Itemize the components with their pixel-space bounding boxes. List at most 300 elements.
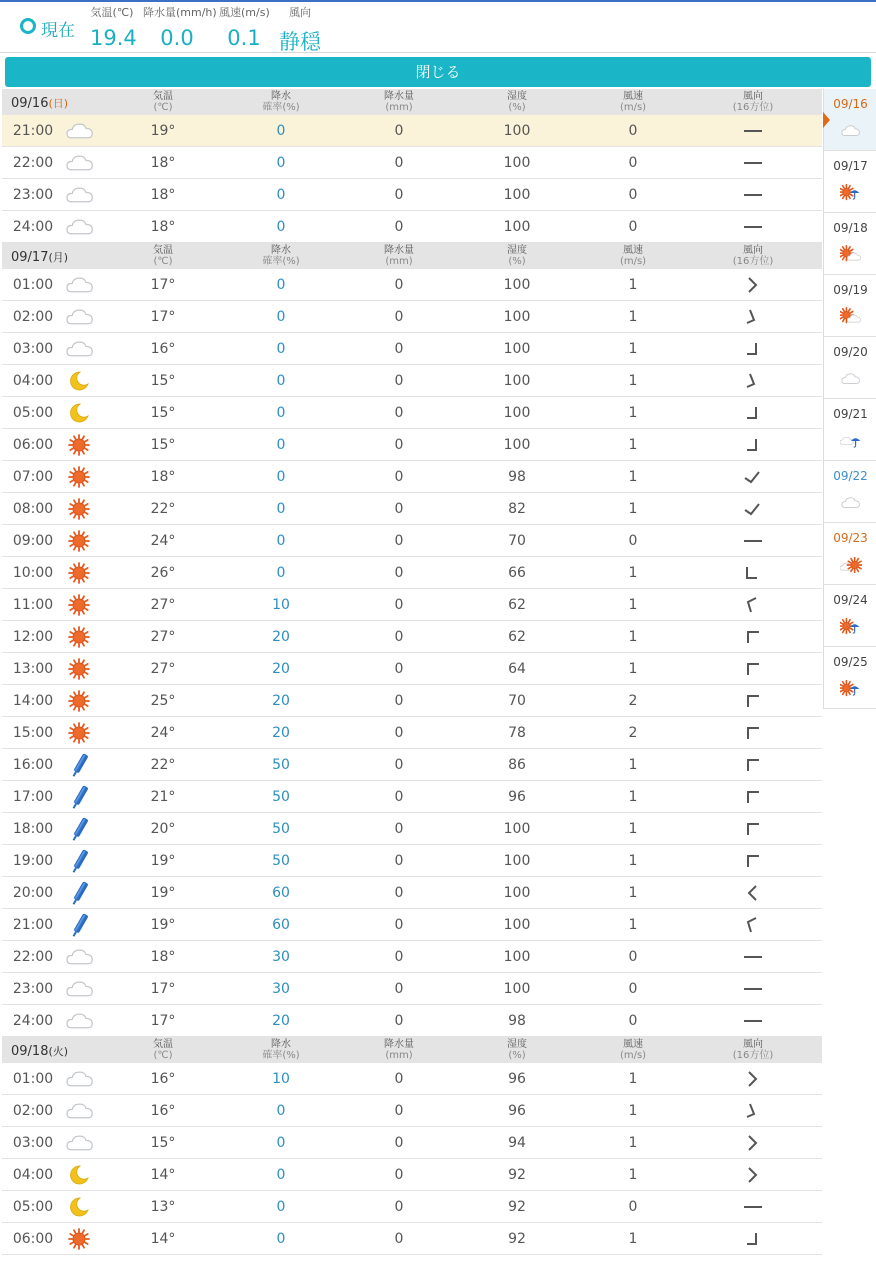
- row-wind-speed: 1: [628, 1102, 638, 1119]
- row-humidity: 100: [503, 980, 531, 997]
- row-time: 06:00: [12, 436, 54, 453]
- row-precip-mm: 0: [394, 276, 404, 293]
- col-header-hum: 湿度 (%): [507, 245, 527, 267]
- wind-direction-icon: [717, 717, 789, 748]
- row-time: 02:00: [12, 308, 54, 325]
- row-time: 21:00: [12, 122, 54, 139]
- row-wind-speed: 1: [628, 628, 638, 645]
- row-wind-speed: 0: [628, 1012, 638, 1029]
- row-temp: 13°: [150, 1198, 176, 1215]
- close-button[interactable]: 閉じる: [5, 57, 871, 87]
- row-precip-prob: 0: [276, 154, 286, 171]
- col-header-prob: 降水 確率(%): [262, 91, 300, 113]
- wind-direction-icon: [717, 525, 789, 556]
- row-precip-mm: 0: [394, 1012, 404, 1029]
- row-temp: 18°: [150, 218, 176, 235]
- side-date-label: 09/20: [833, 345, 868, 359]
- sun-icon: [64, 653, 96, 684]
- cloud-icon: [64, 1063, 96, 1094]
- row-precip-prob: 0: [276, 532, 286, 549]
- wind-direction-icon: [717, 365, 789, 396]
- hourly-forecast-table[interactable]: [2, 89, 822, 1280]
- row-temp: 16°: [150, 1102, 176, 1119]
- date-sidebar[interactable]: [823, 89, 876, 709]
- row-precip-prob: 0: [276, 1102, 286, 1119]
- row-temp: 27°: [150, 628, 176, 645]
- row-wind-speed: 1: [628, 1070, 638, 1087]
- row-wind-speed: 1: [628, 404, 638, 421]
- cloud-umbrella-icon: [840, 431, 862, 451]
- row-time: 19:00: [12, 852, 54, 869]
- sun-umbrella-icon: [840, 183, 862, 203]
- sun-icon: [64, 429, 96, 460]
- row-temp: 19°: [150, 852, 176, 869]
- cloud-icon: [64, 941, 96, 972]
- cloud-icon: [64, 1005, 96, 1036]
- table-row: [2, 653, 822, 685]
- active-date-arrow-icon: [823, 112, 830, 128]
- row-humidity: 78: [508, 724, 526, 741]
- row-precip-prob: 60: [272, 916, 290, 933]
- wind-direction-icon: [717, 493, 789, 524]
- col-header-prob: 降水 確率(%): [262, 245, 300, 267]
- table-row: [2, 493, 822, 525]
- row-time: 03:00: [12, 1134, 54, 1151]
- row-time: 21:00: [12, 916, 54, 933]
- table-row: [2, 621, 822, 653]
- table-row: [2, 269, 822, 301]
- current-precip-header: 降水量(mm/h): [143, 6, 217, 19]
- row-time: 17:00: [12, 788, 54, 805]
- side-date-label: 09/24: [833, 593, 868, 607]
- col-header-dir: 風向 (16方位): [732, 1039, 774, 1061]
- row-temp: 16°: [150, 1070, 176, 1087]
- table-row: [2, 1063, 822, 1095]
- wind-direction-icon: [717, 211, 789, 242]
- row-precip-prob: 0: [276, 1166, 286, 1183]
- row-humidity: 82: [508, 500, 526, 517]
- cloud-icon: [840, 121, 862, 141]
- table-row: [2, 685, 822, 717]
- col-header-mm: 降水量 (mm): [384, 245, 414, 267]
- wind-direction-icon: [717, 301, 789, 332]
- sun-icon: [64, 621, 96, 652]
- row-time: 22:00: [12, 948, 54, 965]
- col-header-temp: 気温 (℃): [153, 91, 173, 113]
- row-humidity: 100: [503, 372, 531, 389]
- row-wind-speed: 1: [628, 500, 638, 517]
- row-time: 05:00: [12, 404, 54, 421]
- row-wind-speed: 0: [628, 532, 638, 549]
- row-temp: 19°: [150, 884, 176, 901]
- row-precip-prob: 0: [276, 1230, 286, 1247]
- row-time: 11:00: [12, 596, 54, 613]
- row-temp: 15°: [150, 1134, 176, 1151]
- table-row: [2, 909, 822, 941]
- row-precip-mm: 0: [394, 1166, 404, 1183]
- wind-direction-icon: [717, 813, 789, 844]
- current-wind-dir-header: 風向: [289, 6, 311, 19]
- wind-direction-icon: [717, 877, 789, 908]
- row-precip-prob: 0: [276, 186, 286, 203]
- row-precip-prob: 10: [272, 1070, 290, 1087]
- row-time: 23:00: [12, 186, 54, 203]
- row-precip-prob: 0: [276, 404, 286, 421]
- row-wind-speed: 1: [628, 916, 638, 933]
- sun-umbrella-icon: [840, 679, 862, 699]
- row-humidity: 96: [508, 788, 526, 805]
- row-time: 06:00: [12, 1230, 54, 1247]
- row-precip-mm: 0: [394, 218, 404, 235]
- wind-direction-icon: [717, 589, 789, 620]
- table-row: [2, 301, 822, 333]
- row-precip-prob: 0: [276, 564, 286, 581]
- sun-cloud-icon: [840, 245, 862, 265]
- umbrella-icon: [64, 781, 96, 812]
- row-precip-prob: 0: [276, 308, 286, 325]
- sun-icon: [64, 685, 96, 716]
- col-header-mm: 降水量 (mm): [384, 1039, 414, 1061]
- table-row: [2, 115, 822, 147]
- row-wind-speed: 0: [628, 948, 638, 965]
- current-wind-speed: [219, 4, 269, 50]
- row-wind-speed: 0: [628, 154, 638, 171]
- row-wind-speed: 1: [628, 308, 638, 325]
- wind-direction-icon: [717, 749, 789, 780]
- row-temp: 18°: [150, 186, 176, 203]
- umbrella-icon: [64, 845, 96, 876]
- side-date-09/18[interactable]: [824, 213, 876, 275]
- table-row: [2, 1005, 822, 1037]
- cloud-icon: [840, 369, 862, 389]
- row-wind-speed: 2: [628, 692, 638, 709]
- side-date-09/22[interactable]: [824, 461, 876, 523]
- wind-direction-icon: [717, 781, 789, 812]
- wind-direction-icon: [717, 147, 789, 178]
- row-precip-prob: 0: [276, 436, 286, 453]
- row-humidity: 100: [503, 186, 531, 203]
- row-temp: 15°: [150, 372, 176, 389]
- current-precip-value: 0.0: [160, 26, 194, 50]
- row-time: 22:00: [12, 154, 54, 171]
- day-of-week: (日): [48, 97, 69, 110]
- col-header-dir: 風向 (16方位): [732, 91, 774, 113]
- table-row: [2, 525, 822, 557]
- row-precip-mm: 0: [394, 532, 404, 549]
- row-precip-mm: 0: [394, 1070, 404, 1087]
- row-precip-prob: 50: [272, 852, 290, 869]
- wind-direction-icon: [717, 1095, 789, 1126]
- cloud-icon: [64, 1095, 96, 1126]
- row-wind-speed: 1: [628, 340, 638, 357]
- wind-direction-icon: [717, 1005, 789, 1036]
- row-temp: 19°: [150, 916, 176, 933]
- row-precip-prob: 0: [276, 372, 286, 389]
- cloud-icon: [64, 115, 96, 146]
- umbrella-icon: [64, 877, 96, 908]
- row-humidity: 100: [503, 276, 531, 293]
- row-precip-mm: 0: [394, 948, 404, 965]
- row-time: 24:00: [12, 218, 54, 235]
- table-row: [2, 589, 822, 621]
- row-humidity: 100: [503, 916, 531, 933]
- row-humidity: 100: [503, 154, 531, 171]
- col-header-hum: 湿度 (%): [507, 1039, 527, 1061]
- row-humidity: 66: [508, 564, 526, 581]
- row-humidity: 100: [503, 820, 531, 837]
- row-wind-speed: 1: [628, 788, 638, 805]
- row-temp: 22°: [150, 500, 176, 517]
- row-precip-prob: 0: [276, 468, 286, 485]
- row-precip-mm: 0: [394, 340, 404, 357]
- row-wind-speed: 1: [628, 564, 638, 581]
- row-time: 15:00: [12, 724, 54, 741]
- day-header-date: 09/17(月): [11, 250, 69, 265]
- table-row: [2, 429, 822, 461]
- table-row: [2, 397, 822, 429]
- row-wind-speed: 0: [628, 186, 638, 203]
- side-date-label: 09/22: [833, 469, 868, 483]
- row-precip-prob: 20: [272, 1012, 290, 1029]
- row-humidity: 100: [503, 948, 531, 965]
- sun-icon: [64, 557, 96, 588]
- cloud-icon: [64, 973, 96, 1004]
- row-time: 24:00: [12, 1012, 54, 1029]
- row-precip-prob: 0: [276, 1198, 286, 1215]
- row-humidity: 100: [503, 122, 531, 139]
- col-header-spd: 風速 (m/s): [619, 245, 647, 267]
- row-precip-mm: 0: [394, 500, 404, 517]
- row-wind-speed: 0: [628, 218, 638, 235]
- row-temp: 15°: [150, 436, 176, 453]
- current-wind-dir: [279, 4, 321, 56]
- row-time: 16:00: [12, 756, 54, 773]
- row-wind-speed: 1: [628, 276, 638, 293]
- side-date-label: 09/21: [833, 407, 868, 421]
- wind-direction-icon: [717, 179, 789, 210]
- row-humidity: 100: [503, 436, 531, 453]
- row-wind-speed: 1: [628, 596, 638, 613]
- day-header: [2, 243, 822, 269]
- side-date-09/19[interactable]: [824, 275, 876, 337]
- side-date-09/20[interactable]: [824, 337, 876, 399]
- row-temp: 14°: [150, 1230, 176, 1247]
- row-precip-prob: 0: [276, 122, 286, 139]
- table-row: [2, 557, 822, 589]
- day-of-week: (月): [48, 251, 69, 264]
- cloud-sun-icon: [840, 555, 862, 575]
- row-temp: 17°: [150, 308, 176, 325]
- current-indicator-icon: [20, 18, 36, 34]
- wind-direction-icon: [717, 1159, 789, 1190]
- row-time: 23:00: [12, 980, 54, 997]
- side-date-09/16[interactable]: [824, 89, 876, 151]
- row-precip-prob: 20: [272, 692, 290, 709]
- cloud-icon: [840, 493, 862, 513]
- row-precip-mm: 0: [394, 1230, 404, 1247]
- row-precip-mm: 0: [394, 1198, 404, 1215]
- cloud-icon: [64, 179, 96, 210]
- row-precip-prob: 0: [276, 500, 286, 517]
- table-row: [2, 1223, 822, 1255]
- row-precip-mm: 0: [394, 820, 404, 837]
- row-temp: 17°: [150, 1012, 176, 1029]
- row-temp: 15°: [150, 404, 176, 421]
- table-row: [2, 973, 822, 1005]
- col-header-temp: 気温 (℃): [153, 245, 173, 267]
- row-precip-mm: 0: [394, 852, 404, 869]
- row-temp: 19°: [150, 122, 176, 139]
- side-date-label: 09/18: [833, 221, 868, 235]
- col-header-spd: 風速 (m/s): [619, 1039, 647, 1061]
- row-time: 13:00: [12, 660, 54, 677]
- row-time: 07:00: [12, 468, 54, 485]
- side-date-09/17[interactable]: [824, 151, 876, 213]
- row-temp: 24°: [150, 724, 176, 741]
- row-precip-prob: 60: [272, 884, 290, 901]
- row-precip-mm: 0: [394, 308, 404, 325]
- row-time: 18:00: [12, 820, 54, 837]
- row-precip-prob: 10: [272, 596, 290, 613]
- day-header-date: 09/18(火): [11, 1044, 69, 1059]
- wind-direction-icon: [717, 973, 789, 1004]
- row-humidity: 92: [508, 1230, 526, 1247]
- row-precip-prob: 50: [272, 756, 290, 773]
- row-temp: 18°: [150, 154, 176, 171]
- wind-direction-icon: [717, 1191, 789, 1222]
- row-wind-speed: 1: [628, 820, 638, 837]
- row-time: 14:00: [12, 692, 54, 709]
- table-row: [2, 1095, 822, 1127]
- row-precip-mm: 0: [394, 186, 404, 203]
- row-humidity: 100: [503, 340, 531, 357]
- table-row: [2, 211, 822, 243]
- col-header-prob: 降水 確率(%): [262, 1039, 300, 1061]
- row-precip-mm: 0: [394, 1102, 404, 1119]
- cloud-icon: [64, 147, 96, 178]
- current-temp-value: 19.4: [90, 26, 137, 50]
- row-time: 01:00: [12, 1070, 54, 1087]
- row-temp: 18°: [150, 948, 176, 965]
- wind-direction-icon: [717, 909, 789, 940]
- col-header-hum: 湿度 (%): [507, 91, 527, 113]
- cloud-icon: [64, 211, 96, 242]
- row-precip-prob: 20: [272, 628, 290, 645]
- row-wind-speed: 0: [628, 1198, 638, 1215]
- row-precip-prob: 50: [272, 788, 290, 805]
- row-wind-speed: 1: [628, 1134, 638, 1151]
- col-header-dir: 風向 (16方位): [732, 245, 774, 267]
- row-humidity: 100: [503, 884, 531, 901]
- row-humidity: 94: [508, 1134, 526, 1151]
- row-temp: 14°: [150, 1166, 176, 1183]
- row-temp: 18°: [150, 468, 176, 485]
- side-date-09/23[interactable]: [824, 523, 876, 585]
- row-precip-mm: 0: [394, 756, 404, 773]
- table-row: [2, 1191, 822, 1223]
- row-temp: 16°: [150, 340, 176, 357]
- row-precip-mm: 0: [394, 628, 404, 645]
- wind-direction-icon: [717, 397, 789, 428]
- table-row: [2, 781, 822, 813]
- row-precip-prob: 20: [272, 660, 290, 677]
- row-humidity: 100: [503, 308, 531, 325]
- wind-direction-icon: [717, 461, 789, 492]
- row-time: 02:00: [12, 1102, 54, 1119]
- sun-icon: [64, 525, 96, 556]
- row-humidity: 62: [508, 596, 526, 613]
- moon-icon: [64, 397, 96, 428]
- side-date-09/25[interactable]: [824, 647, 876, 709]
- row-temp: 24°: [150, 532, 176, 549]
- umbrella-icon: [64, 813, 96, 844]
- row-humidity: 96: [508, 1070, 526, 1087]
- table-row: [2, 179, 822, 211]
- row-wind-speed: 1: [628, 884, 638, 901]
- moon-icon: [64, 1159, 96, 1190]
- row-temp: 25°: [150, 692, 176, 709]
- sun-icon: [64, 717, 96, 748]
- row-wind-speed: 1: [628, 660, 638, 677]
- moon-icon: [64, 365, 96, 396]
- wind-direction-icon: [717, 115, 789, 146]
- row-humidity: 100: [503, 218, 531, 235]
- day-header: [2, 1037, 822, 1063]
- row-temp: 17°: [150, 276, 176, 293]
- current-temp-header: 気温(℃): [90, 6, 134, 19]
- row-precip-prob: 50: [272, 820, 290, 837]
- cloud-icon: [64, 301, 96, 332]
- table-row: [2, 717, 822, 749]
- row-wind-speed: 1: [628, 1230, 638, 1247]
- row-humidity: 92: [508, 1166, 526, 1183]
- row-temp: 26°: [150, 564, 176, 581]
- current-wind-speed-header: 風速(m/s): [219, 6, 270, 19]
- side-date-09/21[interactable]: [824, 399, 876, 461]
- sun-icon: [64, 461, 96, 492]
- wind-direction-icon: [717, 1063, 789, 1094]
- wind-direction-icon: [717, 621, 789, 652]
- row-precip-mm: 0: [394, 468, 404, 485]
- row-temp: 21°: [150, 788, 176, 805]
- row-precip-mm: 0: [394, 564, 404, 581]
- row-precip-prob: 30: [272, 948, 290, 965]
- table-row: [2, 333, 822, 365]
- row-time: 03:00: [12, 340, 54, 357]
- wind-direction-icon: [717, 653, 789, 684]
- row-precip-mm: 0: [394, 884, 404, 901]
- row-temp: 22°: [150, 756, 176, 773]
- row-time: 09:00: [12, 532, 54, 549]
- row-precip-prob: 20: [272, 724, 290, 741]
- wind-direction-icon: [717, 1127, 789, 1158]
- row-humidity: 92: [508, 1198, 526, 1215]
- sun-umbrella-icon: [840, 617, 862, 637]
- table-row: [2, 365, 822, 397]
- row-wind-speed: 1: [628, 372, 638, 389]
- side-date-09/24[interactable]: [824, 585, 876, 647]
- current-temp: [90, 4, 137, 50]
- sun-icon: [64, 589, 96, 620]
- row-time: 08:00: [12, 500, 54, 517]
- col-header-temp: 気温 (℃): [153, 1039, 173, 1061]
- sun-icon: [64, 493, 96, 524]
- side-date-label: 09/25: [833, 655, 868, 669]
- table-row: [2, 1127, 822, 1159]
- row-wind-speed: 1: [628, 436, 638, 453]
- row-time: 04:00: [12, 372, 54, 389]
- row-precip-mm: 0: [394, 372, 404, 389]
